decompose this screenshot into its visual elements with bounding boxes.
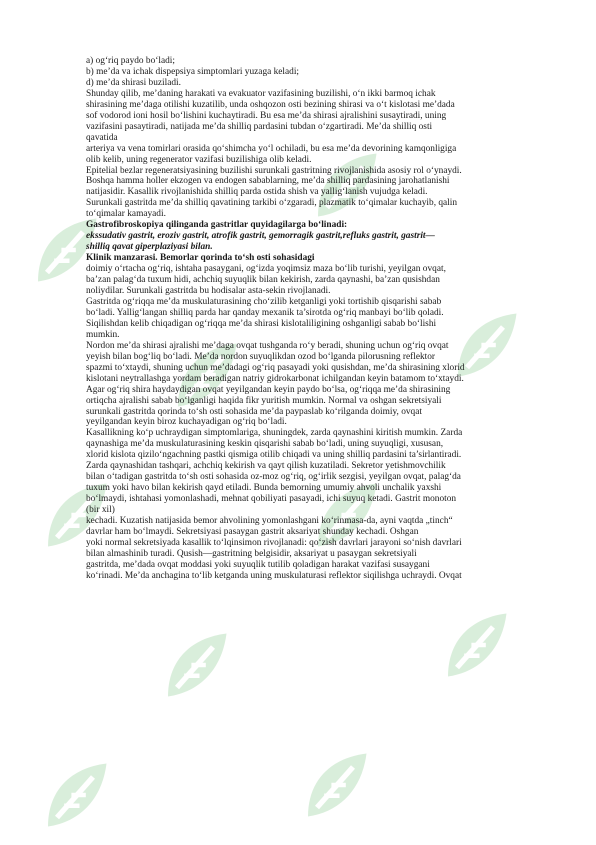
green-leaf-logo-watermark bbox=[430, 600, 520, 690]
text-line: ortiqcha ajralishi sabab bo‘lganligi haqida fikr yuritish mumkin. Normal va oshgan sekretsiyali bbox=[86, 395, 442, 406]
text-line: ekssudativ gastrit, eroziv gastrit, atrofik gastrit, gemorragik gastrit,refluks gastrit, gastrit— bbox=[86, 231, 435, 242]
document-body bbox=[86, 56, 552, 582]
text-line: qaynashiga me’da muskulaturasining keskin qisqarishi sabab bo‘ladi, uning suyuqligi, xususan, bbox=[86, 439, 444, 450]
text-line: mumkin. bbox=[86, 329, 120, 340]
text-line: Boshqa hamma holler ekzogen va endogen sabablarning, me’da shilliq pardasining jarohatlanishi bbox=[86, 176, 450, 187]
text-line: qavatida bbox=[86, 132, 118, 143]
text-line: Kasallikning ko‘p uchraydigan simptomlariga, shuningdek, zarda qaynashini kiritish mumkin. Zarda bbox=[86, 428, 463, 439]
text-line: noliydilar. Surunkali gastritda bu hodisalar asta-sekin rivojlanadi. bbox=[86, 286, 331, 297]
green-leaf-logo-watermark bbox=[30, 750, 120, 840]
text-line: yeyilgandan keyin biroz kuchayadigan og‘riq bo‘ladi. bbox=[86, 417, 287, 428]
text-line: Nordon me’da shirasi ajralishi me’daga ovqat tushganda ro‘y beradi, shuning uchun og‘riq ovqat bbox=[86, 340, 449, 351]
text-line: shilliq qavat giperplaziyasi bilan. bbox=[86, 242, 213, 253]
text-line: shirasining me’daga otilishi kuzatilib, unda oshqozon osti bezining shirasi va o‘t kislotasi me’dada bbox=[86, 99, 455, 110]
text-line: bo‘lmaydi, ishtahasi yomonlashadi, mehnat qobiliyati pasayadi, ichi suyuq ketadi. Gastrit monoton bbox=[86, 494, 457, 505]
text-line: arteriya va vena tomirlari orasida qo‘shimcha yo‘l ochiladi, bu esa me’da devorining kamqonligiga bbox=[86, 143, 457, 154]
text-line: Zarda qaynashidan tashqari, achchiq kekirish va qayt qilish kuzatiladi. Sekretor yetishmovchilik bbox=[86, 461, 446, 472]
text-line: olib kelib, uning regenerator vazifasi buzilishiga olib keladi. bbox=[86, 154, 312, 165]
text-line: Gastritda og‘riqqa me’da muskulaturasining cho‘zilib ketganligi yoki tortishib qisqarishi sabab bbox=[86, 296, 442, 307]
text-line: a) og‘riq paydo bo‘ladi; bbox=[86, 56, 175, 66]
text-line: sof vodorod ioni hosil bo‘lishini kuchaytiradi. Bu esa me’da shirasi ajralishini susaytiradi, uning bbox=[86, 110, 447, 121]
text-line: bo‘ladi. Yallig‘langan shilliq parda har qanday mexanik ta’sirotda og‘riq manbayi bo‘lib qoladi. bbox=[86, 307, 444, 318]
text-line: Siqilishdan kelib chiqadigan og‘riqqa me’da shirasi kislotaliligining oshganligi sabab bo‘lishi bbox=[86, 318, 437, 329]
text-line: Agar og‘riq shira haydaydigan ovqat yeyilgandan keyin paydo bo‘lsa, og‘riqqa me’da shirasining bbox=[86, 384, 451, 395]
text-line: d) me’da shirasi buziladi. bbox=[86, 77, 181, 88]
text-line: yoki normal sekretsiyada kasallik to‘lqinsimon rivojlanadi: qo‘zish davrlari jarayoni so‘nish davrlari bbox=[86, 537, 462, 548]
text-line: gastritda, me’dada ovqat moddasi yoki suyuqlik tutilib qoladigan harakat vazifasi susaygani bbox=[86, 559, 430, 570]
text-line: bilan o‘tadigan gastritda to‘sh osti sohasida oz-moz og‘riq, og‘irlik sezgisi, yeyilgan ovqat, palag‘da bbox=[86, 472, 461, 483]
text-line: Gastrofibroskopiya qilinganda gastritlar quyidagilarga bo‘linadi: bbox=[86, 220, 348, 231]
green-leaf-logo-watermark bbox=[150, 620, 240, 710]
text-line: Surunkali gastritda me’da shilliq qavatining tarkibi o‘zgaradi, plazmatik to‘qimalar kuchayib, qalin bbox=[86, 198, 458, 209]
text-line: vazifasini pasaytiradi, natijada me’da shilliq pardasini tubdan o‘zgartiradi. Me’da shilliq osti bbox=[86, 121, 433, 132]
text-line: xlorid kislota qizilo‘ngachning pastki qismiga otilib chiqadi va uning shilliq pardasini ta’sirlantiradi. bbox=[86, 450, 462, 461]
text-line: ko‘rinadi. Me’da anchagina to‘lib ketganda uning muskulaturasi reflektor siqilishga uchraydi. Ovqat bbox=[86, 570, 462, 581]
text-line: bilan almashinib turadi. Qusish—gastritning belgisidir, aksariyat u pasaygan sekretsiyali bbox=[86, 548, 417, 559]
text-line: spazmi to‘xtaydi, shuning uchun me’dadagi og‘riq pasayadi yoki qusishdan, me’da shirasining xlorid bbox=[86, 362, 465, 373]
text-line: natijasidir. Kasallik rivojlanishida shilliq parda ostida shish va yallig‘lanish vujudga keladi. bbox=[86, 187, 428, 198]
text-line: Klinik manzarasi. Bemorlar qorinda to‘sh osti sohasidagi bbox=[86, 253, 315, 264]
text-line: to‘qimalar kamayadi. bbox=[86, 209, 166, 220]
text-line: doimiy o‘rtacha og‘riq, ishtaha pasaygani, og‘izda yoqimsiz maza bo‘lib turishi, yeyilgan ovqat, bbox=[86, 264, 446, 275]
text-line: ba’zan palag‘da tuxum hidi, achchiq suyuqlik bilan kekirish, zarda qaynashi, ba’zan qusishdan bbox=[86, 275, 440, 286]
text-line: kechadi. Kuzatish natijasida bemor ahvolining yomonlashgani ko‘rinmasa-da, ayni vaqtda „tinch“ bbox=[86, 516, 453, 527]
text-line: tuxum yoki havo bilan kekirish qayd etiladi. Bunda bemorning umumiy ahvoli unchalik yaxshi bbox=[86, 483, 442, 494]
text-line: (bir xil) bbox=[86, 505, 115, 516]
text-line: kislotani neytrallashga yordam beradigan natriy gidrokarbonat ichilgandan keyin batamom to‘xtaydi. bbox=[86, 373, 464, 384]
text-line: b) me’da va ichak dispepsiya simptomlari yuzaga keladi; bbox=[86, 66, 300, 77]
text-line: Epitelial bezlar regeneratsiyasining buzilishi surunkali gastritning rivojlanishida asosiy rol o‘ynaydi. bbox=[86, 165, 462, 176]
text-line: surunkali gastritda qorinda to‘sh osti sohasida me’da paypaslab ko‘rilganda doimiy, ovqat bbox=[86, 406, 422, 417]
text-line: davrlar ham bo‘lmaydi. Sekretsiyasi pasaygan gastrit aksariyat shunday kechadi. Oshgan bbox=[86, 526, 419, 537]
text-line: yeyish bilan bog‘liq bo‘ladi. Me’da nordon suyuqlikdan ozod bo‘lganda pilorusning reflektor bbox=[86, 351, 436, 362]
text-line: Shunday qilib, me’daning harakati va evakuator vazifasining buzilishi, o‘n ikki barmoq ichak bbox=[86, 88, 436, 99]
green-leaf-logo-watermark bbox=[290, 740, 380, 830]
